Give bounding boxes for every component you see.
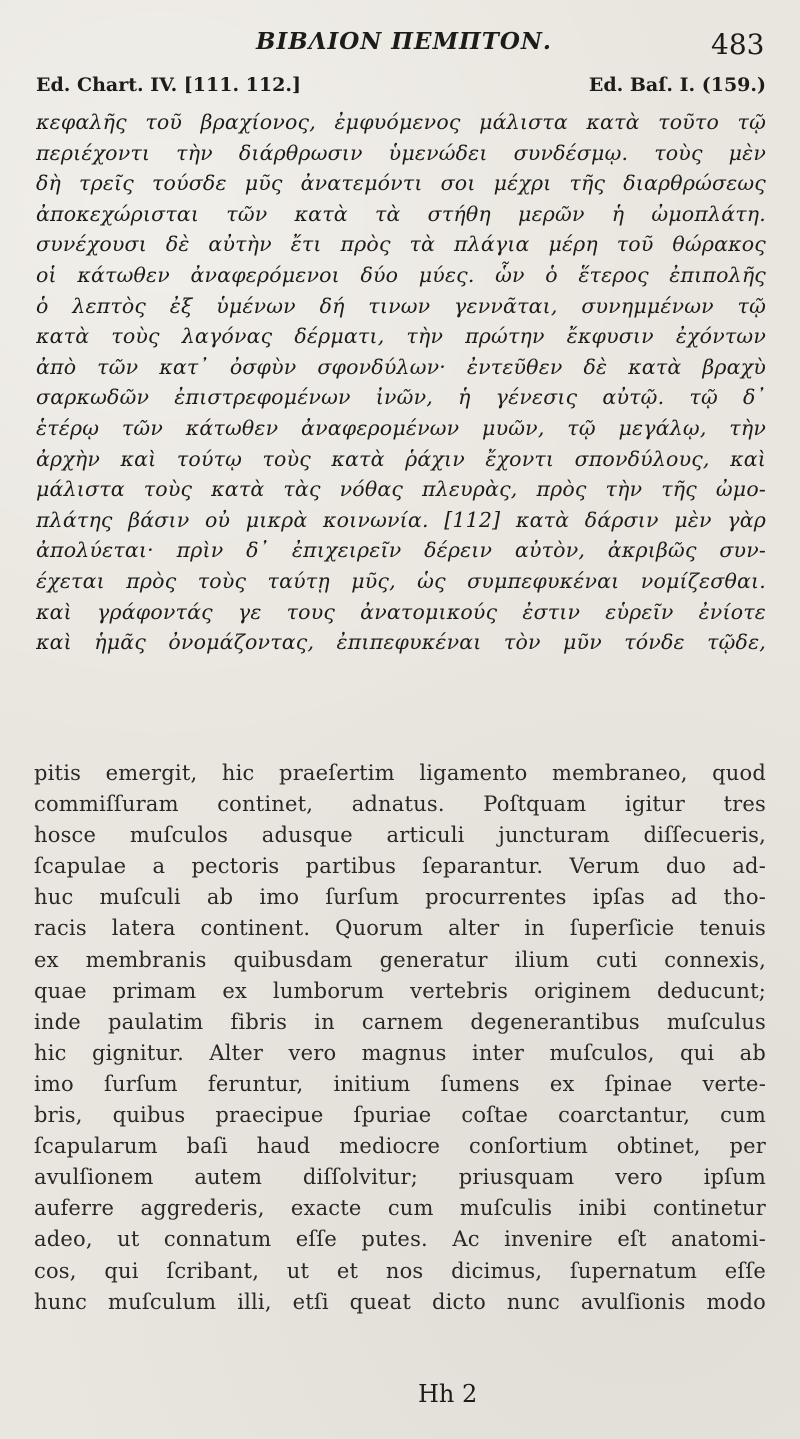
edition-reference-line <box>36 74 766 104</box>
latin-line: hic gignitur. Alter vero magnus inter muſculos, qui ab <box>34 1040 766 1065</box>
greek-line: κατὰ τοὺς λαγόνας δέρματι, τὴν πρώτην ἔκφυσιν ἐχόντων <box>36 324 766 349</box>
greek-line: οἱ κάτωθεν ἀναφερόμενοι δύο μύες. ὧν ὁ ἕτερος ἐπιπολῆς <box>36 262 766 287</box>
latin-line: bris, quibus praecipue ſpuriae coſtae coarctantur, cum <box>34 1103 766 1128</box>
latin-line: pitis emergit, hic praeſertim ligamento membraneo, quod <box>34 761 766 785</box>
greek-line: καὶ γράφοντάς γε τους ἀνατομικούς ἐστιν εὑρεῖν ἐνίοτε <box>36 599 766 624</box>
latin-line: racis latera continent. Quorum alter in ſuperſicie tenuis <box>34 916 766 941</box>
greek-line: συνέχουσι δὲ αὐτὴν ἔτι πρὸς τὰ πλάγια μέρη τοῦ θώρακος <box>36 232 766 257</box>
greek-line: μάλιστα τοὺς κατὰ τὰς νόθας πλευρὰς, πρὸς τὴν τῆς ὠμο- <box>36 477 766 502</box>
greek-line: πλάτης βάσιν οὐ μικρὰ κοινωνία. [112] κατὰ δάρσιν μὲν γὰρ <box>36 507 766 532</box>
greek-line: ἀπὸ τῶν κατ᾽ ὀσφὺν σφονδύλων· ἐντεῦθεν δὲ κατὰ βραχὺ <box>36 354 766 379</box>
running-head <box>0 18 800 68</box>
greek-text-block <box>36 107 766 717</box>
latin-line: quae primam ex lumborum vertebris originem deducunt; <box>34 978 766 1003</box>
signature-mark: Hh 2 <box>418 1380 478 1408</box>
edition-basel-reference: Ed. Baſ. I. (159.) <box>588 74 766 96</box>
greek-line: περιέχοντι τὴν διάρθρωσιν ὑμενώδει συνδέσμῳ. τοὺς μὲν <box>36 140 766 165</box>
greek-line: σαρκωδῶν ἐπιστρεφομένων ἰνῶν, ἡ γένεσις αὐτῷ. τῷ δ᾽ <box>36 385 766 410</box>
latin-line: hunc muſculum illi, etſi queat dicto nunc avulſionis modo <box>34 1289 766 1314</box>
greek-line: ἀποκεχώρισται τῶν κατὰ τὰ στήθη μερῶν ἡ ὠμοπλάτη. <box>36 201 766 226</box>
latin-line: inde paulatim fibris in carnem degenerantibus muſculus <box>34 1009 766 1034</box>
latin-line: commiſſuram continet, adnatus. Poſtquam igitur tres <box>34 792 766 817</box>
edition-chartier-reference: Ed. Chart. IV. [111. 112.] <box>36 74 301 96</box>
latin-text-block <box>34 758 766 1378</box>
latin-line: auferre aggrederis, exacte cum muſculis inibi continetur <box>34 1196 766 1221</box>
greek-line: ἀπολύεται· πρὶν δ᾽ ἐπιχειρεῖν δέρειν αὐτὸν, ἀκριβῶς συν- <box>36 538 766 563</box>
greek-line: ὁ λεπτὸς ἐξ ὑμένων δή τινων γεννᾶται, συνημμένων τῷ <box>36 293 766 318</box>
latin-line: adeo, ut connatum eſſe putes. Ac invenire eſt anatomi- <box>34 1227 766 1252</box>
greek-line: ἀρχὴν καὶ τούτῳ τοὺς κατὰ ῥάχιν ἔχοντι σπονδύλους, καὶ <box>36 446 766 471</box>
latin-line: imo ſurſum feruntur, initium ſumens ex ſpinae verte- <box>34 1071 766 1096</box>
latin-line: avulſionem autem diſſolvitur; priusquam vero ipſum <box>34 1165 766 1190</box>
greek-line: δὴ τρεῖς τούσδε μῦς ἀνατεμόντι σοι μέχρι τῆς διαρθρώσεως <box>36 171 766 196</box>
page-number: 483 <box>711 28 765 61</box>
greek-line: ἑτέρῳ τῶν κάτωθεν ἀναφερομένων μυῶν, τῷ μεγάλῳ, τὴν <box>36 415 766 440</box>
latin-line: ſcapularum baſi haud mediocre conſortium obtinet, per <box>34 1134 766 1159</box>
running-title: ΒΙΒΛΙΟΝ ΠΕΜΠΤΟΝ. <box>256 28 552 55</box>
latin-line: ex membranis quibusdam generatur ilium cuti connexis, <box>34 947 766 972</box>
latin-line: ſcapulae a pectoris partibus ſeparantur. Verum duo ad- <box>34 854 766 879</box>
greek-line: έχεται πρὸς τοὺς ταύτῃ μῦς, ὡς συμπεφυκέναι νομίζεσθαι. <box>36 568 766 593</box>
latin-line: hosce muſculos adusque articuli juncturam diſſecueris, <box>34 823 766 848</box>
greek-line: κεφαλῆς τοῦ βραχίονος, ἐμφυόμενος μάλιστα κατὰ τοῦτο τῷ <box>36 110 766 134</box>
latin-line: huc muſculi ab imo ſurſum procurrentes ipſas ad tho- <box>34 885 766 910</box>
greek-line: καὶ ἡμᾶς ὀνομάζοντας, ἐπιπεφυκέναι τὸν μῦν τόνδε τῷδε, <box>36 630 766 655</box>
latin-line: cos, qui ſcribant, ut et nos dicimus, ſupernatum eſſe <box>34 1258 766 1283</box>
